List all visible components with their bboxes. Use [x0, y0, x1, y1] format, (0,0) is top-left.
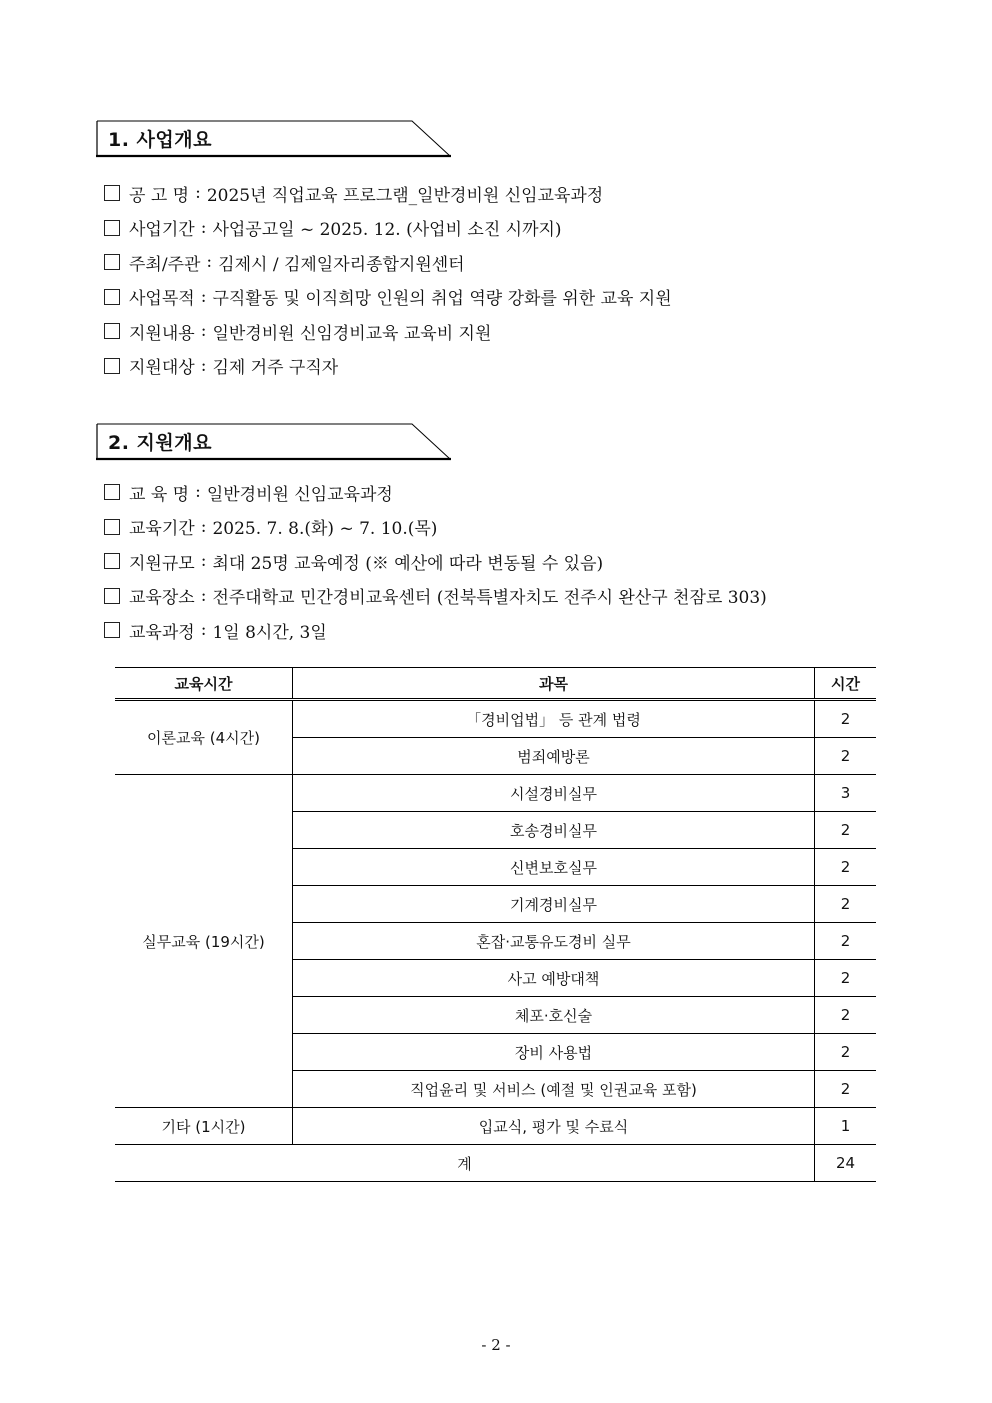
hours-cell: 2: [815, 700, 877, 738]
total-row: [115, 1145, 876, 1182]
list-item: 지원규모 : 최대 25명 교육예정 (※ 예산에 따라 변동될 수 있음): [104, 544, 924, 579]
hours-cell: 2: [815, 886, 877, 923]
checkbox-icon: [104, 358, 120, 374]
subject-cell: 장비 사용법: [293, 1034, 815, 1071]
checkbox-icon: [104, 519, 120, 535]
section-1-title: 1. 사업개요: [108, 129, 212, 151]
total-hours: 24: [815, 1145, 877, 1182]
hours-cell: 1: [815, 1108, 877, 1145]
subject-cell: 직업윤리 및 서비스 (예절 및 인권교육 포함): [293, 1071, 815, 1108]
list-item: 지원대상 : 김제 거주 구직자: [104, 349, 924, 384]
header-subject: 과목: [293, 668, 815, 700]
checkbox-icon: [104, 254, 120, 270]
header-education-time: 교육시간: [115, 668, 293, 700]
subject-cell: 입교식, 평가 및 수료식: [293, 1108, 815, 1145]
list-item: 교육기간 : 2025. 7. 8.(화) ~ 7. 10.(목): [104, 510, 924, 545]
page-number: - 2 -: [481, 1336, 511, 1354]
table-row: [115, 700, 876, 738]
group-practice: 실무교육 (19시간): [115, 775, 293, 1108]
hours-cell: 2: [815, 738, 877, 775]
list-item: 교 육 명 : 일반경비원 신임교육과정: [104, 475, 924, 510]
total-label: 계: [115, 1145, 815, 1182]
subject-cell: 사고 예방대책: [293, 960, 815, 997]
list-item: 사업기간 : 사업공고일 ~ 2025. 12. (사업비 소진 시까지): [104, 211, 924, 246]
section-1-header: [96, 120, 452, 158]
list-item: 지원내용 : 일반경비원 신임경비교육 교육비 지원: [104, 314, 924, 349]
list-item: 주최/주관 : 김제시 / 김제일자리종합지원센터: [104, 245, 924, 280]
checkbox-icon: [104, 289, 120, 305]
subject-cell: 호송경비실무: [293, 812, 815, 849]
subject-cell: 범죄예방론: [293, 738, 815, 775]
section-2-header: [96, 423, 452, 461]
list-item: 교육과정 : 1일 8시간, 3일: [104, 613, 924, 648]
checkbox-icon: [104, 622, 120, 638]
subject-cell: 기계경비실무: [293, 886, 815, 923]
subject-cell: 시설경비실무: [293, 775, 815, 812]
list-item: 교육장소 : 전주대학교 민간경비교육센터 (전북특별자치도 전주시 완산구 천잠로 303): [104, 579, 924, 614]
table-row: [115, 775, 876, 812]
curriculum-table: [115, 667, 876, 1182]
subject-cell: 「경비업법」 등 관계 법령: [293, 700, 815, 738]
checkbox-icon: [104, 220, 120, 236]
subject-cell: 신변보호실무: [293, 849, 815, 886]
hours-cell: 2: [815, 1071, 877, 1108]
subject-cell: 체포·호신술: [293, 997, 815, 1034]
section-1-list: [104, 176, 924, 383]
hours-cell: 2: [815, 960, 877, 997]
checkbox-icon: [104, 185, 120, 201]
hours-cell: 2: [815, 849, 877, 886]
group-other: 기타 (1시간): [115, 1108, 293, 1145]
table-header-row: [115, 668, 876, 700]
hours-cell: 2: [815, 1034, 877, 1071]
table-row: [115, 1108, 876, 1145]
checkbox-icon: [104, 484, 120, 500]
hours-cell: 2: [815, 997, 877, 1034]
section-2-list: [104, 475, 924, 648]
list-item: 공 고 명 : 2025년 직업교육 프로그램_일반경비원 신임교육과정: [104, 176, 924, 211]
hours-cell: 3: [815, 775, 877, 812]
hours-cell: 2: [815, 923, 877, 960]
checkbox-icon: [104, 553, 120, 569]
group-theory: 이론교육 (4시간): [115, 700, 293, 775]
subject-cell: 혼잡·교통유도경비 실무: [293, 923, 815, 960]
hours-cell: 2: [815, 812, 877, 849]
list-item: 사업목적 : 구직활동 및 이직희망 인원의 취업 역량 강화를 위한 교육 지원: [104, 280, 924, 315]
section-2-title: 2. 지원개요: [108, 432, 212, 454]
checkbox-icon: [104, 588, 120, 604]
checkbox-icon: [104, 323, 120, 339]
header-hours: 시간: [815, 668, 877, 700]
